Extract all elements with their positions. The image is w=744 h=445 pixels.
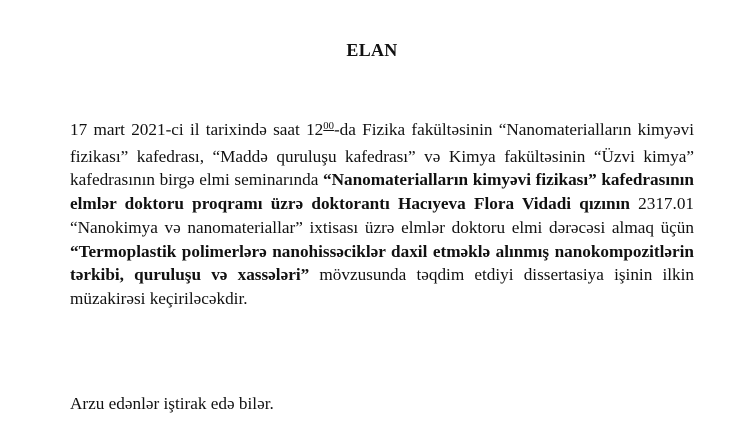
- text-segment: 2317.01 “Nanokimya və nanomateriallar” ixtisası üzrə elmlər doktoru elmi dərəcəsi almaq üçün: [70, 194, 695, 237]
- bold-department-segment: “Nanomaterialların kimyəvi fizikası” kafedrasının elmlər doktoru proqramı üzrə doktorantı Hacıyeva Flora Vidadi qızının: [70, 170, 694, 214]
- text-segment: -da Fizika fakültəsinin “Nanomaterialların kimyəvi fizikası” kafedrası, “Maddə quruluşu kafedrası” və Kimya fakültəsinin “Üzvi kimya” kafedrasının birgə elmi seminarında: [70, 120, 695, 190]
- announcement-paragraph: [70, 118, 694, 311]
- page-title: ELAN: [346, 40, 398, 60]
- closing-line: Arzu edənlər iştirak edə bilər.: [70, 394, 274, 413]
- time-superscript: 00: [323, 121, 334, 133]
- text-segment: 17 mart 2021-ci il tarixində saat 12: [70, 120, 324, 139]
- text-segment: mövzusunda təqdim etdiyi dissertasiya işinin ilkin müzakirəsi keçiriləcəkdir.: [70, 265, 694, 308]
- bold-dissertation-title: “Termoplastik polimerlərə nanohissəciklər daxil etməklə alınmış nanokompozitlərin tərkibi, quruluşu və xassələri”: [70, 241, 694, 285]
